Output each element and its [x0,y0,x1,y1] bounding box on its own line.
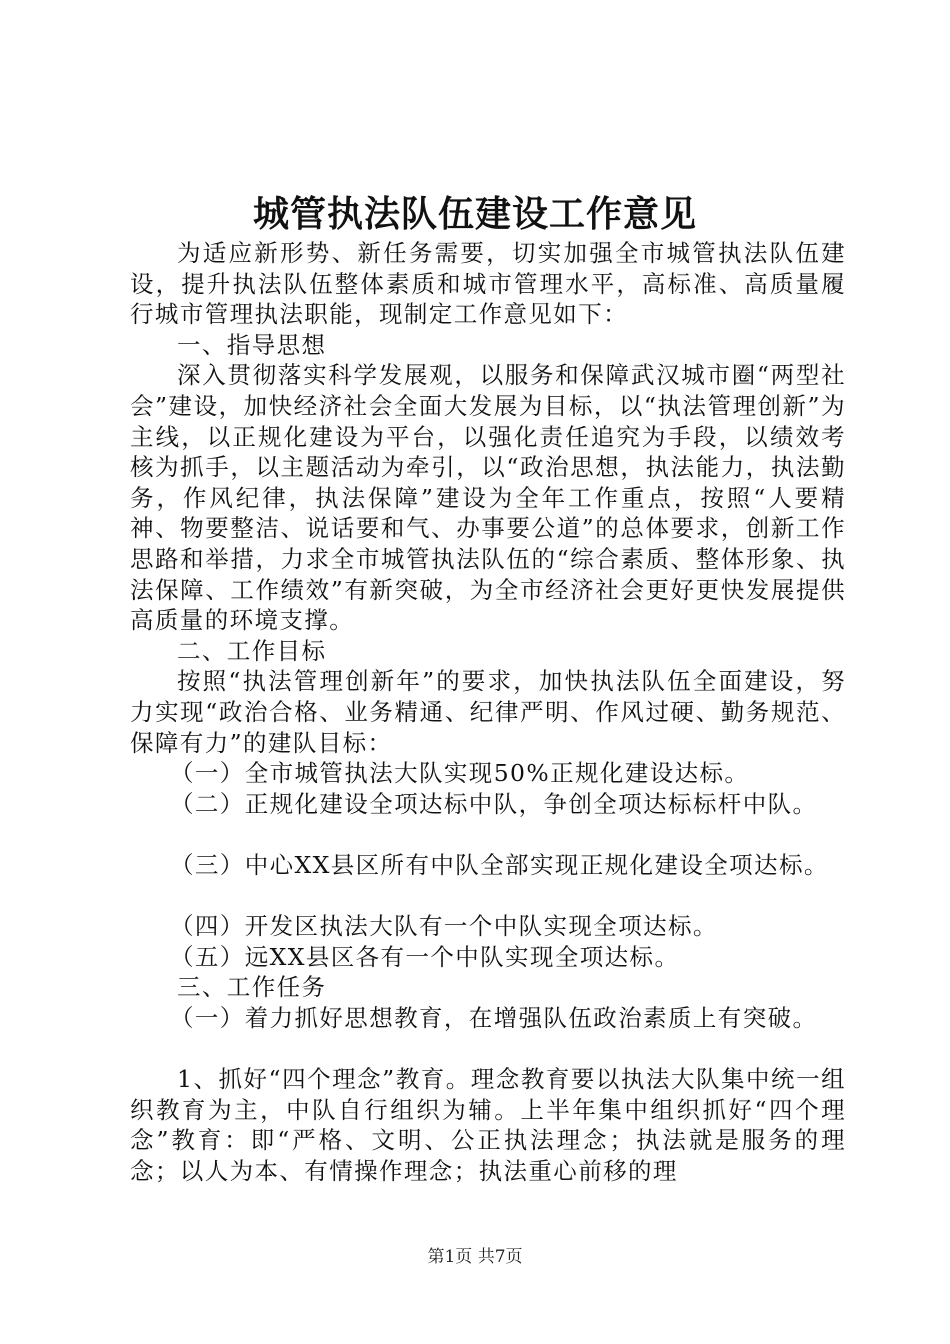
goal-item-4: （四）开发区执法大队有一个中队实现全项达标。 [170,912,718,941]
goal-item-1: （一）全市城管执法大队实现50%正规化建设达标。 [170,759,750,788]
task-paragraph-1: 1、抓好“四个理念”教育。理念教育要以执法大队集中统一组织教育为主，中队自行组织为辅。上半年集中组织抓好“四个理念”教育：即“严格、文明、公正执法理念；执法就是服务的理念；以人为本、有情操作理念；执法重心前移的理 [130,1065,846,1185]
work-goals-paragraph: 按照“执法管理创新年”的要求，加快执法队伍全面建设，努力实现“政治合格、业务精通、纪律严明、作风过硬、勤务规范、保障有力”的建队目标： [130,667,846,757]
document-body [130,238,846,1186]
document-title: 城管执法队伍建设工作意见 [252,193,697,235]
goal-item-3: （三）中心XX县区所有中队全部实现正规化建设全项达标。 [170,850,829,879]
page-number-footer: 第1页 共7页 [427,1247,523,1267]
section-heading-work-goals: 二、工作目标 [177,636,327,665]
guiding-ideology-paragraph: 深入贯彻落实科学发展观，以服务和保障武汉城市圈“两型社会”建设，加快经济社会全面大发展为目标，以“执法管理创新”为主线，以正规化建设为平台，以强化责任追究为手段，以绩效考核为抓手，以主题活动为牵引，以“政治思想，执法能力，执法勤务，作风纪律，执法保障”建设为全年工作重点，按照“人要精神、物要整洁、说话要和气、办事要公道”的总体要求，创新工作思路和举措，力求全市城管执法队伍的“综合素质、整体形象、执法保障、工作绩效”有新突破，为全市经济社会更好更快发展提供高质量的环境支撑。 [130,361,846,635]
section-heading-guiding-ideology: 一、指导思想 [177,330,327,359]
task-sub-heading-1: （一）着力抓好思想教育，在增强队伍政治素质上有突破。 [170,1003,818,1032]
section-heading-work-tasks: 三、工作任务 [177,973,327,1002]
intro-paragraph: 为适应新形势、新任务需要，切实加强全市城管执法队伍建设，提升执法队伍整体素质和城市管理水平，高标准、高质量履行城市管理执法职能，现制定工作意见如下： [130,239,846,329]
goal-item-2: （二）正规化建设全项达标中队，争创全项达标标杆中队。 [170,789,818,818]
goal-item-5: （五）远XX县区各有一个中队实现全项达标。 [170,942,680,971]
